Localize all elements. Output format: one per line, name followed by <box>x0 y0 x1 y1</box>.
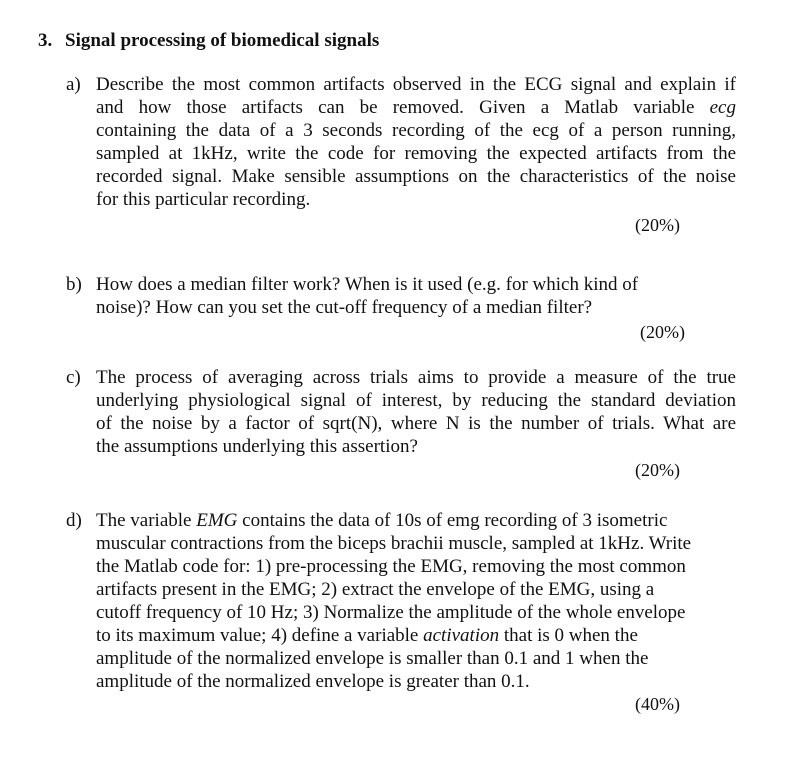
section-title: Signal processing of biomedical signals <box>65 30 380 51</box>
question-text <box>96 366 736 458</box>
text-line: artifacts present in the EMG; 2) extract the envelope of the EMG, using a <box>96 579 655 600</box>
question-text <box>96 273 736 319</box>
question-c-weight: (20%) <box>635 460 680 480</box>
text-line: noise)? How can you set the cut-off frequency of a median filter? <box>96 297 593 318</box>
section-number: 3. <box>38 30 53 51</box>
question-label: b) <box>66 274 82 295</box>
question-d <box>66 509 736 699</box>
question-label: a) <box>66 74 81 95</box>
text-line: for this particular recording. <box>96 189 311 210</box>
section-heading <box>38 29 379 53</box>
text-line: containing the data of a 3 seconds recording of the ecg of a person running, <box>96 120 736 141</box>
text-line: Describe the most common artifacts observed in the ECG signal and explain if <box>96 74 736 95</box>
question-text <box>96 73 736 211</box>
text-line: the assumptions underlying this assertion? <box>96 436 418 457</box>
variable-name: activation <box>423 625 500 646</box>
question-text <box>96 509 736 693</box>
text-line: amplitude of the normalized envelope is smaller than 0.1 and 1 when the <box>96 648 649 669</box>
question-a <box>66 73 736 223</box>
text-line: the Matlab code for: 1) pre-processing the EMG, removing the most common <box>96 556 686 577</box>
text-line: How does a median filter work? When is it used (e.g. for which kind of <box>96 274 639 295</box>
text-line: The process of averaging across trials aims to provide a measure of the true <box>96 367 736 388</box>
question-b <box>66 273 736 323</box>
question-c <box>66 366 736 461</box>
variable-name: EMG <box>196 510 238 531</box>
text-line: cutoff frequency of 10 Hz; 3) Normalize the amplitude of the whole envelope <box>96 602 686 623</box>
text-line: to its maximum value; 4) define a variable activation that is 0 when the <box>96 625 638 646</box>
text-line: underlying physiological signal of interest, by reducing the standard deviation <box>96 390 736 411</box>
text-line: The variable EMG contains the data of 10s of emg recording of 3 isometric <box>96 510 668 531</box>
text-line: muscular contractions from the biceps brachii muscle, sampled at 1kHz. Write <box>96 533 692 554</box>
text-line: of the noise by a factor of sqrt(N), where N is the number of trials. What are <box>96 413 736 434</box>
text-line: and how those artifacts can be removed. Given a Matlab variable ecg <box>96 97 736 118</box>
variable-name: ecg <box>709 97 736 118</box>
question-label: d) <box>66 510 82 531</box>
question-a-weight: (20%) <box>635 215 680 235</box>
question-label: c) <box>66 367 81 388</box>
text-line: sampled at 1kHz, write the code for removing the expected artifacts from the <box>96 143 736 164</box>
text-line: amplitude of the normalized envelope is greater than 0.1. <box>96 671 530 692</box>
question-d-weight: (40%) <box>635 694 680 714</box>
text-line: recorded signal. Make sensible assumptions on the characteristics of the noise <box>96 166 736 187</box>
question-b-weight: (20%) <box>640 322 685 342</box>
